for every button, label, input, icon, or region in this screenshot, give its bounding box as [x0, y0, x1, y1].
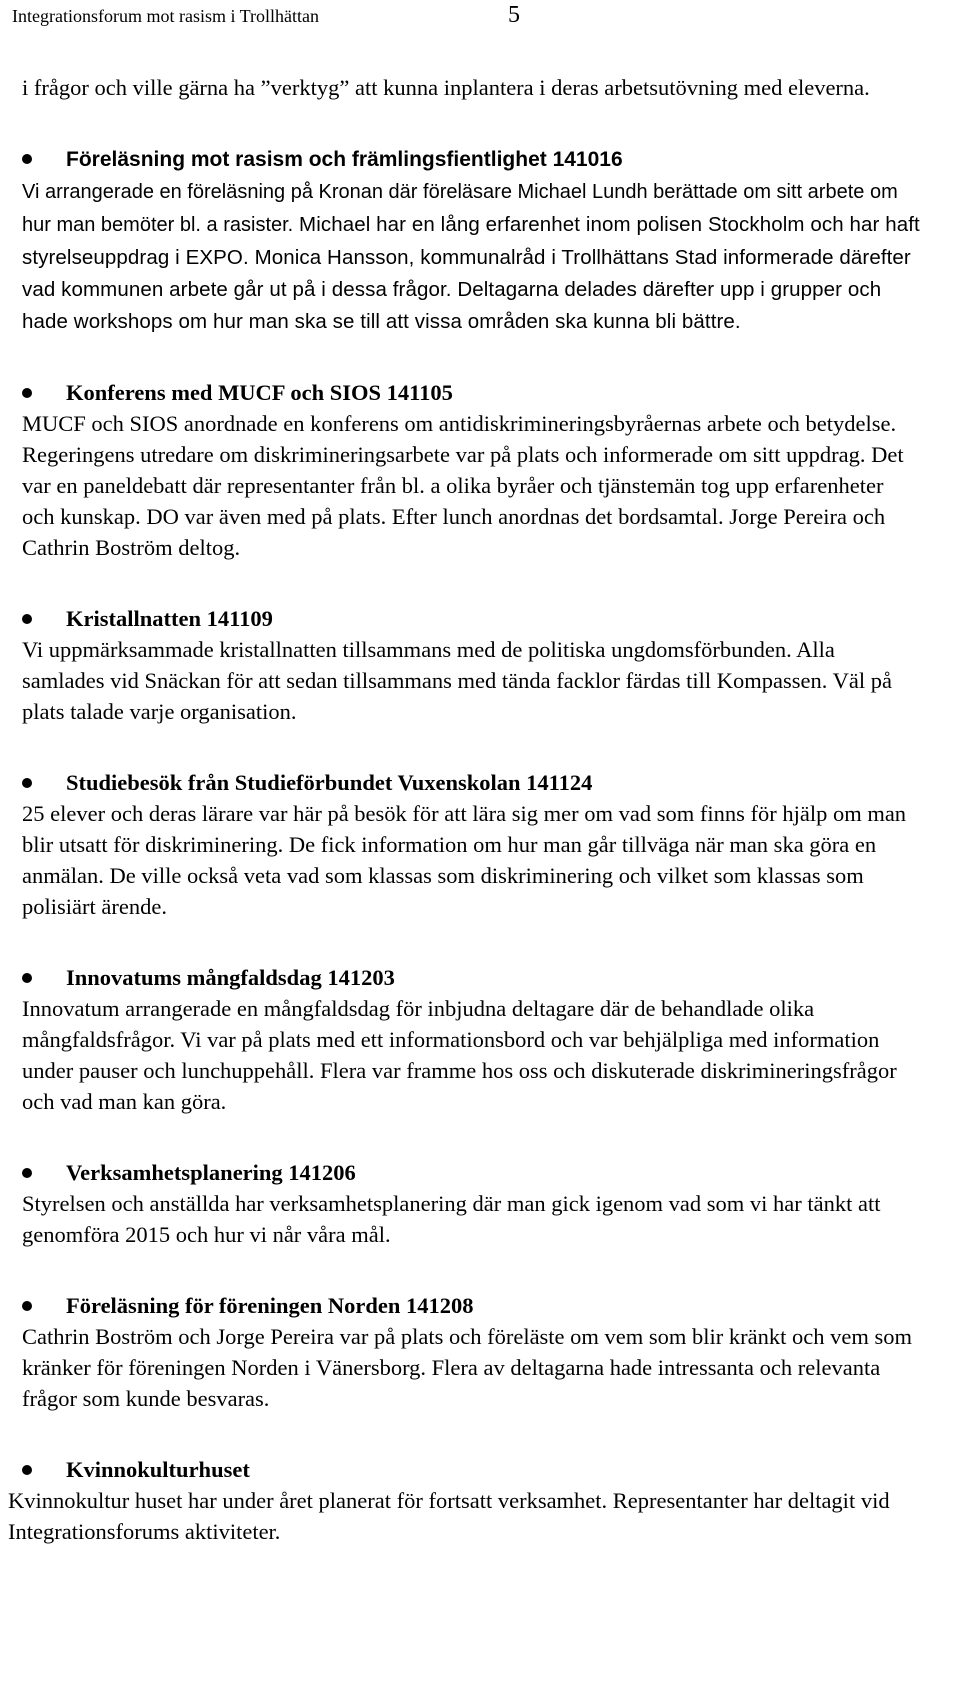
bullet-icon: [22, 154, 32, 164]
bullet-icon: [22, 1168, 32, 1178]
bullet-icon: [22, 1301, 32, 1311]
section-body-part: Vi arrangerade en föreläsning på Kronan där föreläsare Michael Lundh berättade om sitt arbete om hur man bemöter bl. a rasister.: [22, 181, 898, 236]
section-kristallnatten: [0, 603, 960, 727]
section-heading: [0, 377, 960, 408]
section-body: [22, 175, 920, 337]
section-heading-text: Verksamhetsplanering 141206: [66, 1160, 356, 1185]
section-heading-text: Innovatums mångfaldsdag 141203: [66, 965, 395, 990]
section-heading: [0, 1454, 960, 1485]
section-heading: [0, 1290, 960, 1321]
bullet-icon: [22, 778, 32, 788]
bullet-icon: [22, 388, 32, 398]
bullet-icon: [22, 1465, 32, 1475]
page-body: [0, 72, 960, 1587]
section-konferens: [0, 377, 960, 563]
section-body-part: Michael har en lång erfarenhet inom polisen Stockholm och har haft styrelseuppdrag i EXPO. Monica Hansson, kommunalråd i Trollhättans Stad informerade därefter vad kommunen arbete går ut på i dessa frågor. Deltagarna delades därefter upp i grupper och hade workshops om hur man ska se till att vissa områden ska kunna bli bättre.: [22, 213, 920, 333]
document-title: Integrationsforum mot rasism i Trollhättan: [12, 6, 319, 26]
section-heading-text: Kvinnokulturhuset: [66, 1457, 250, 1482]
section-body: Kvinnokultur huset har under året planerat för fortsatt verksamhet. Representanter har deltagit vid Integrationsforums aktiviteter.: [8, 1488, 890, 1544]
section-studiebesok: [0, 767, 960, 922]
section-forelasning-rasism: [0, 143, 960, 337]
intro-paragraph: i frågor och ville gärna ha ”verktyg” att kunna inplantera i deras arbetsutövning med eleverna.: [22, 75, 870, 100]
bullet-icon: [22, 614, 32, 624]
section-heading-text: Konferens med MUCF och SIOS 141105: [66, 380, 453, 405]
section-innovatum: [0, 962, 960, 1117]
section-heading: [0, 767, 960, 798]
section-heading-text: Kristallnatten 141109: [66, 606, 273, 631]
section-kvinnokulturhuset: [0, 1454, 960, 1547]
section-body: Vi uppmärksammade kristallnatten tillsammans med de politiska ungdomsförbunden. Alla samlades vid Snäckan för att sedan tillsammans med tända facklor färdas till Kompassen. Väl på plats talade varje organisation.: [22, 637, 892, 724]
section-heading: [0, 962, 960, 993]
section-body: Cathrin Boström och Jorge Pereira var på plats och föreläste om vem som blir kränkt och vem som kränker för föreningen Norden i Vänersborg. Flera av deltagarna hade intressanta och relevanta frågor som kunde besvaras.: [22, 1324, 913, 1411]
page-header: [0, 0, 960, 34]
page-number: 5: [508, 2, 520, 28]
section-heading: [0, 603, 960, 634]
section-body: Innovatum arrangerade en mångfaldsdag för inbjudna deltagare där de behandlade olika mångfaldsfrågor. Vi var på plats med ett informationsbord och var behjälpliga med information under pauser och lunchuppehåll. Flera var framme hos oss och diskuterade diskrimineringsfrågor och vad man kan göra.: [22, 996, 897, 1114]
section-body: Styrelsen och anställda har verksamhetsplanering där man gick igenom vad som vi har tänkt att genomföra 2015 och hur vi når våra mål.: [22, 1191, 881, 1247]
section-heading-text: Föreläsning mot rasism och främlingsfientlighet 141016: [66, 148, 623, 171]
section-body: MUCF och SIOS anordnade en konferens om antidiskrimineringsbyråernas arbete och betydelse. Regeringens utredare om diskrimineringsarbete var på plats och informerade om sitt uppdrag. Det var en paneldebatt där representanter från bl. a olika byråer och tjänstemän tog upp erfarenheter och kunskap. DO var även med på plats. Efter lunch anordnas det bordsamtal. Jorge Pereira och Cathrin Boström deltog.: [22, 411, 904, 560]
section-heading: [0, 143, 960, 175]
bullet-icon: [22, 973, 32, 983]
section-heading-text: Studiebesök från Studieförbundet Vuxenskolan 141124: [66, 770, 593, 795]
section-verksamhetsplanering: [0, 1157, 960, 1250]
section-norden: [0, 1290, 960, 1414]
section-heading-text: Föreläsning för föreningen Norden 141208: [66, 1293, 474, 1318]
section-body: 25 elever och deras lärare var här på besök för att lära sig mer om vad som finns för hjälp om man blir utsatt för diskriminering. De fick information om hur man går tillväga när man ska göra en anmälan. De ville också veta vad som klassas som diskriminering och vilket som klassas som polisiärt ärende.: [22, 801, 907, 919]
section-heading: [0, 1157, 960, 1188]
